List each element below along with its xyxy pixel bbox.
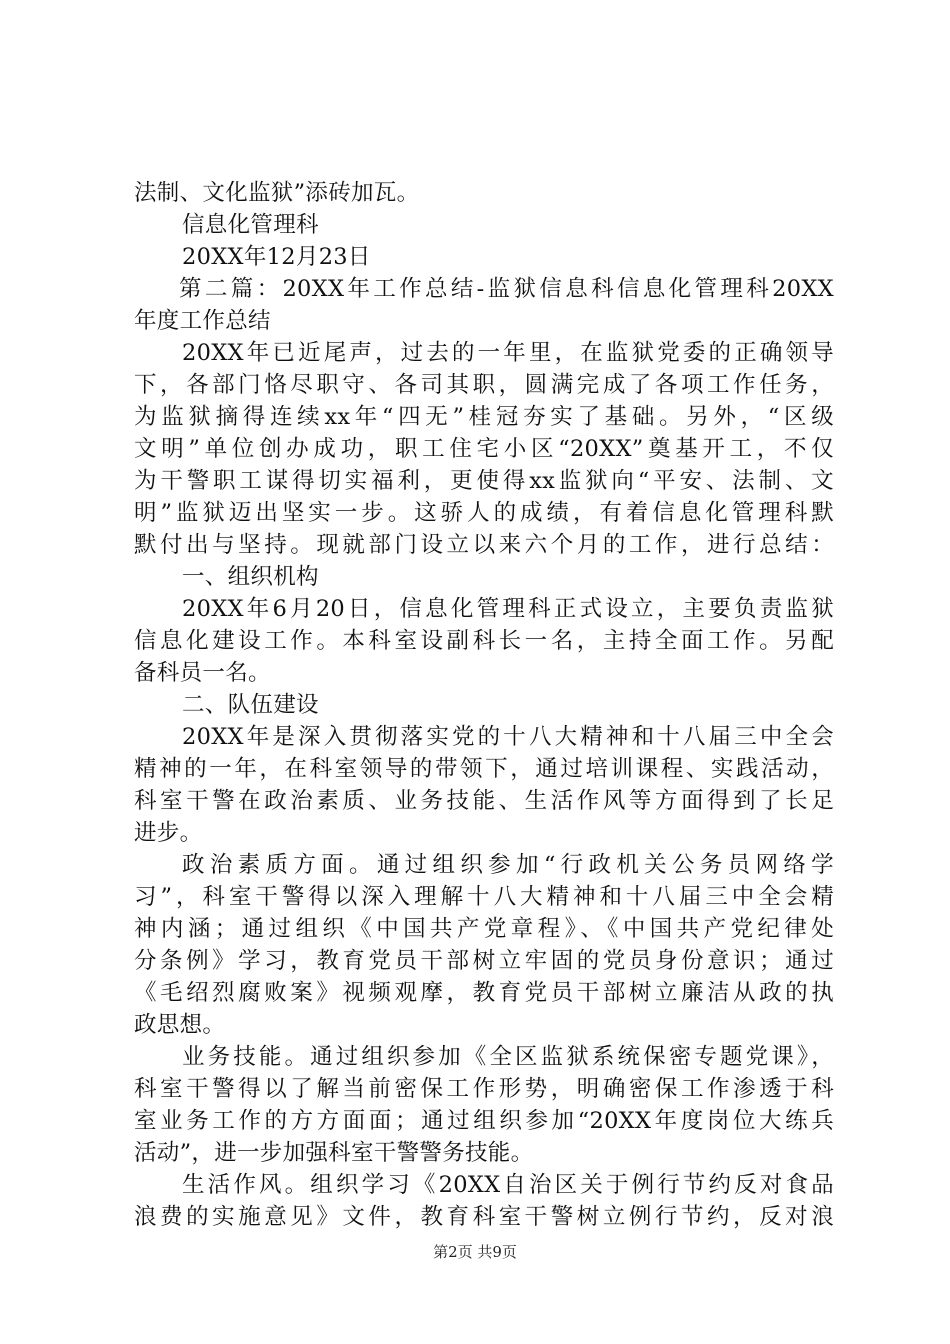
text-line: 下，各部门恪尽职守、各司其职，圆满完成了各项工作任务， [134, 372, 834, 398]
text-line: 默付出与坚持。现就部门设立以来六个月的工作，进行总结： [134, 532, 834, 558]
text-line: 科室干警在政治素质、业务技能、生活作风等方面得到了长足 [134, 788, 834, 814]
text-line: 科室干警得以了解当前密保工作形势，明确密保工作渗透于科 [134, 1076, 834, 1102]
heading-team: 二、队伍建设 [182, 692, 319, 718]
text-line: 文明”单位创办成功，职工住宅小区“20XX”奠基开工，不仅 [134, 436, 834, 462]
text-line: 明”监狱迈出坚实一步。这骄人的成绩，有着信息化管理科默 [134, 500, 834, 526]
department-name: 信息化管理科 [182, 212, 319, 238]
text-line: 进步。 [134, 820, 203, 846]
text-line: 为干警职工谋得切实福利，更使得xx监狱向“平安、法制、文 [134, 468, 834, 494]
text-line: 法制、文化监狱”添砖加瓦。 [134, 180, 420, 206]
heading-organization: 一、组织机构 [182, 564, 319, 590]
text-line: 20XX年已近尾声，过去的一年里，在监狱党委的正确领导 [182, 340, 834, 366]
text-line: 政治素质方面。通过组织参加“行政机关公务员网络学 [182, 852, 834, 878]
date-line: 20XX年12月23日 [182, 244, 371, 270]
text-line: 政思想。 [134, 1012, 226, 1038]
text-line: 《毛绍烈腐败案》视频观摩，教育党员干部树立廉洁从政的执 [134, 980, 834, 1006]
text-line: 室业务工作的方方面面；通过组织参加“20XX年度岗位大练兵 [134, 1108, 834, 1134]
text-line: 浪费的实施意见》文件，教育科室干警树立例行节约，反对浪 [134, 1204, 834, 1230]
text-line: 为监狱摘得连续xx年“四无”桂冠夯实了基础。另外，“区级 [134, 404, 834, 430]
text-line: 分条例》学习，教育党员干部树立牢固的党员身份意识；通过 [134, 948, 834, 974]
section-title-continued: 年度工作总结 [134, 308, 271, 334]
section-title: 第二篇：20XX年工作总结-监狱信息科信息化管理科20XX [179, 276, 834, 302]
text-line: 20XX年是深入贯彻落实党的十八大精神和十八届三中全会 [182, 724, 834, 750]
text-line: 业务技能。通过组织参加《全区监狱系统保密专题党课》， [182, 1044, 834, 1070]
text-line: 备科员一名。 [134, 660, 271, 686]
text-line: 精神的一年，在科室领导的带领下，通过培训课程、实践活动， [134, 756, 834, 782]
text-line: 20XX年6月20日，信息化管理科正式设立，主要负责监狱 [182, 596, 834, 622]
text-line: 活动”，进一步加强科室干警警务技能。 [134, 1140, 534, 1166]
text-line: 神内涵；通过组织《中国共产党章程》、《中国共产党纪律处 [134, 916, 834, 942]
text-line: 习”，科室干警得以深入理解十八大精神和十八届三中全会精 [134, 884, 834, 910]
text-line: 信息化建设工作。本科室设副科长一名，主持全面工作。另配 [134, 628, 834, 654]
text-line: 生活作风。组织学习《20XX自治区关于例行节约反对食品 [182, 1172, 834, 1198]
page-number-footer: 第2页 共9页 [433, 1243, 517, 1261]
